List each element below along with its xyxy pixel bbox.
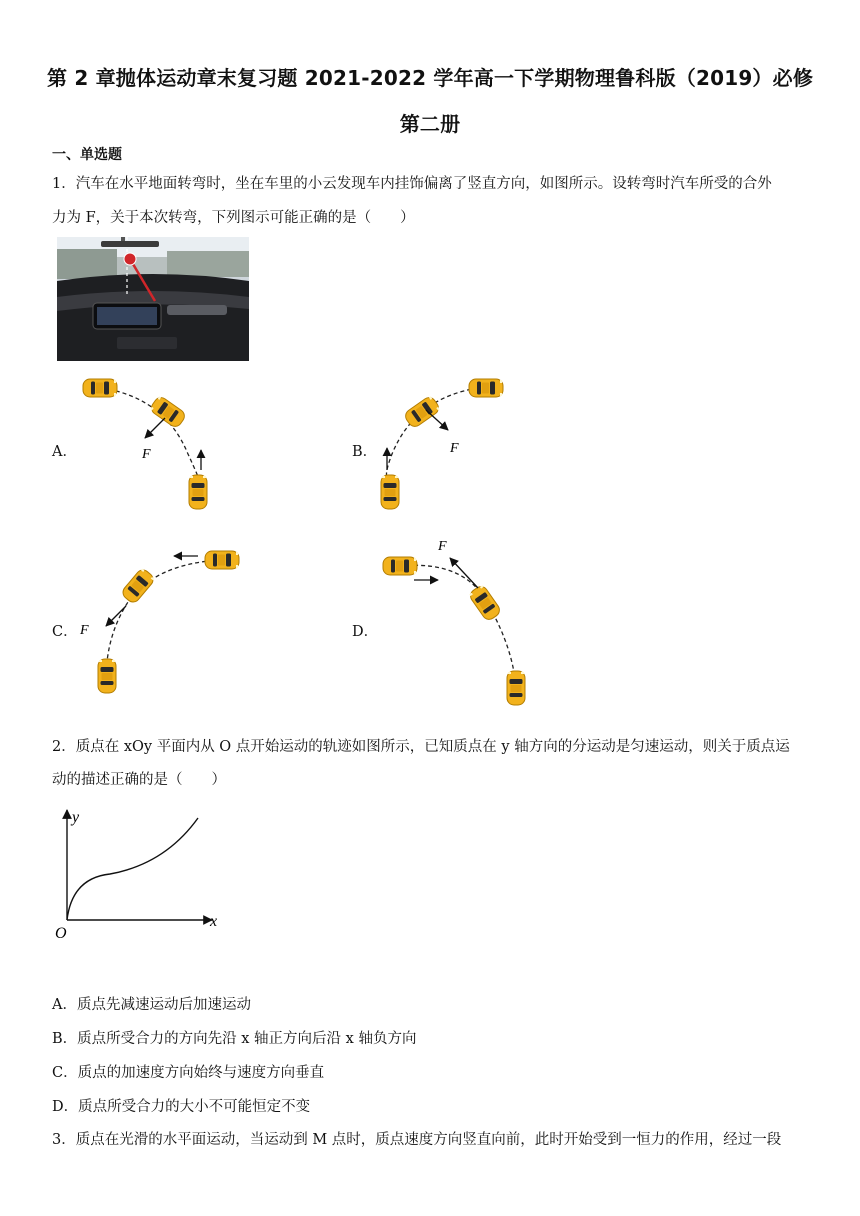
q1-option-a-diagram xyxy=(70,370,240,520)
force-label: F xyxy=(450,441,459,456)
q1-text-line1: 1．汽车在水平地面转弯时，坐在车里的小云发现车内挂饰偏离了竖直方向，如图所示。设转弯时汽车所受的合外 xyxy=(52,176,772,192)
q2-trajectory-graph xyxy=(50,800,230,950)
q1-option-d-label: D． xyxy=(352,624,379,640)
q1-option-a-label: A． xyxy=(52,444,77,460)
force-label: F xyxy=(80,623,89,638)
q1-option-d-diagram xyxy=(370,530,550,720)
q1-option-c-diagram xyxy=(70,540,260,720)
force-label: F xyxy=(438,539,447,554)
q1-option-b-diagram xyxy=(370,370,540,520)
car-interior-photo xyxy=(57,237,249,361)
document-title-continued: 第二册 xyxy=(399,112,461,136)
x-axis-label: x xyxy=(210,913,218,930)
y-axis-label: y xyxy=(72,809,80,826)
q1-option-c-label: C． xyxy=(52,624,78,640)
document-title: 第 2 章抛体运动章末复习题 2021-2022 学年高一下学期物理鲁科版（2019）必修 xyxy=(46,66,814,90)
q2-option-c: C．质点的加速度方向始终与速度方向垂直 xyxy=(52,1065,325,1081)
q2-option-a: A．质点先减速运动后加速运动 xyxy=(52,997,251,1013)
origin-label: O xyxy=(55,925,67,942)
q3-text-line1: 3．质点在光滑的水平面运动，当运动到 M 点时，质点速度方向竖直向前，此时开始受到一恒力的作用，经过一段 xyxy=(52,1132,782,1148)
q1-option-b-label: B． xyxy=(352,444,378,460)
force-label: F xyxy=(142,447,151,462)
q2-text-line1: 2．质点在 xOy 平面内从 O 点开始运动的轨迹如图所示，已知质点在 y 轴方向的分运动是匀速运动，则关于质点运 xyxy=(52,739,790,755)
q1-text-line2: 力为 F，关于本次转弯，下列图示可能正确的是（ ） xyxy=(52,210,415,226)
q2-option-d: D．质点所受合力的大小不可能恒定不变 xyxy=(52,1099,311,1115)
q2-option-b: B．质点所受合力的方向先沿 x 轴正方向后沿 x 轴负方向 xyxy=(52,1031,417,1047)
trajectory-curve xyxy=(67,818,198,920)
section-heading: 一、单选题 xyxy=(52,147,122,163)
q2-text-line2: 动的描述正确的是（ ） xyxy=(52,772,226,788)
